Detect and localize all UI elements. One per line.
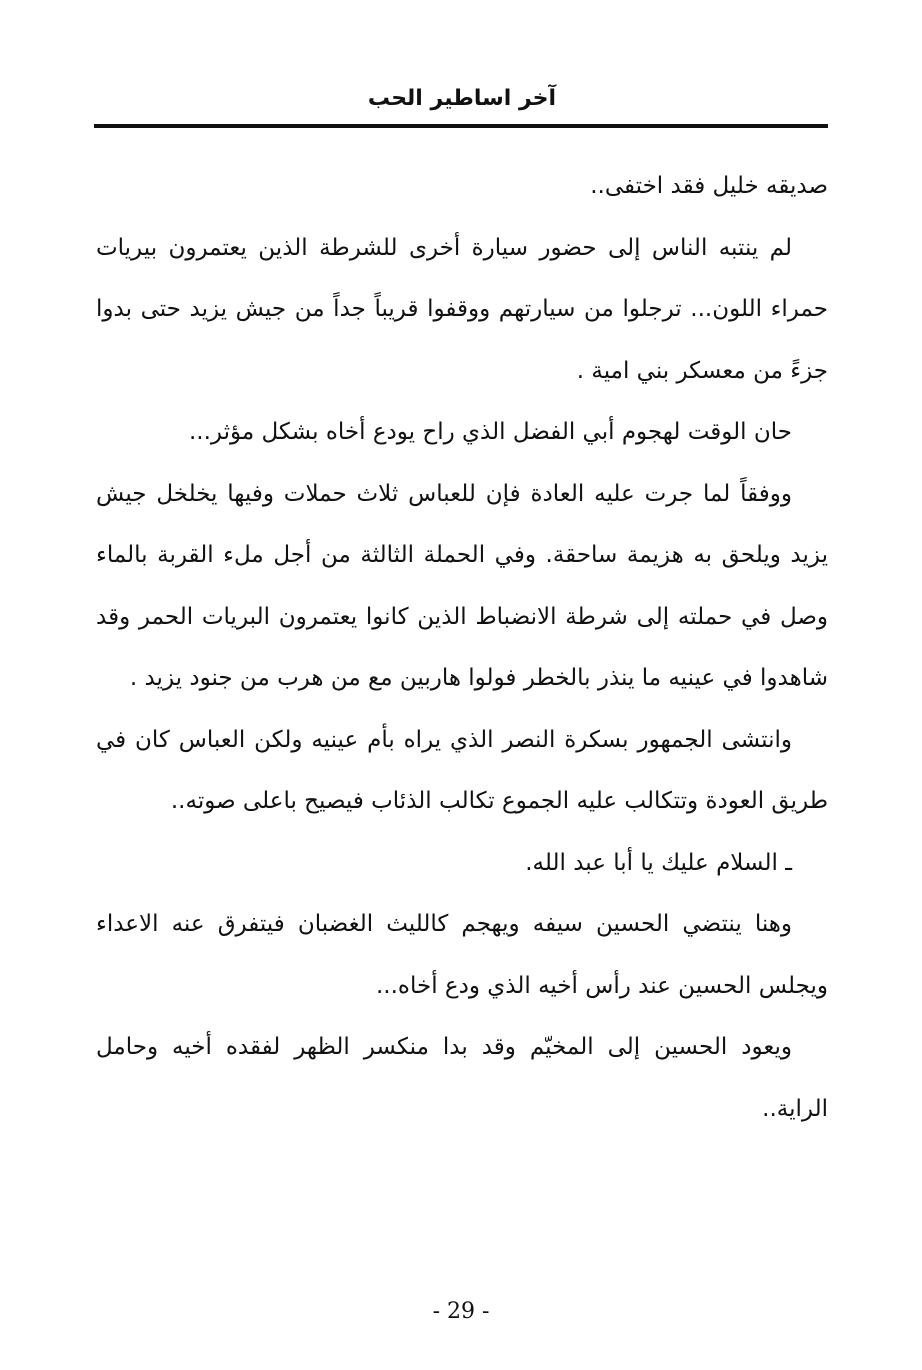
paragraph: ووفقاً لما جرت عليه العادة فإن للعباس ثلاث حملات وفيها يخلخل جيش يزيد ويلحق به هزيمة ساحقة. وفي الحملة الثالثة من أجل ملء القربة بالماء وصل في حملته إلى شرطة الانضباط الذين كانوا يعتمرون البريات الحمر وقد شاهدوا في عينيه ما ينذر بالخطر فولوا هاربين مع من هرب من جنود يزيد . <box>96 480 828 691</box>
paragraph: لم ينتبه الناس إلى حضور سيارة أخرى للشرطة الذين يعتمرون بيريات حمراء اللون... ترجلوا من سيارتهم ووقفوا قريباً جداً من جيش يزيد حتى بدوا جزءً من معسكر بني امية . <box>96 234 828 384</box>
paragraph: وانتشى الجمهور بسكرة النصر الذي يراه بأم عينيه ولكن العباس كان في طريق العودة وتتكالب عليه الجموع تكالب الذئاب فيصيح باعلى صوته.. <box>96 726 828 814</box>
paragraph: ويعود الحسين إلى المخيّم وقد بدا منكسر الظهر لفقده أخيه وحامل الراية.. <box>96 1034 828 1122</box>
running-header-title: آخر اساطير الحب <box>367 86 557 111</box>
page-number: - 29 - <box>432 1299 490 1324</box>
paragraph: ـ السلام عليك يا أبا عبد الله. <box>525 849 792 876</box>
paragraph: حان الوقت لهجوم أبي الفضل الذي راح يودع أخاه بشكل مؤثر... <box>188 419 792 445</box>
header-divider <box>94 124 828 128</box>
paragraph: صديقه خليل فقد اختفى.. <box>590 173 828 199</box>
body-text <box>96 156 828 1140</box>
paragraph: وهنا ينتضي الحسين سيفه ويهجم كالليث الغضبان فيتفرق عنه الاعداء ويجلس الحسين عند رأس أخيه الذي ودع أخاه... <box>96 911 828 999</box>
